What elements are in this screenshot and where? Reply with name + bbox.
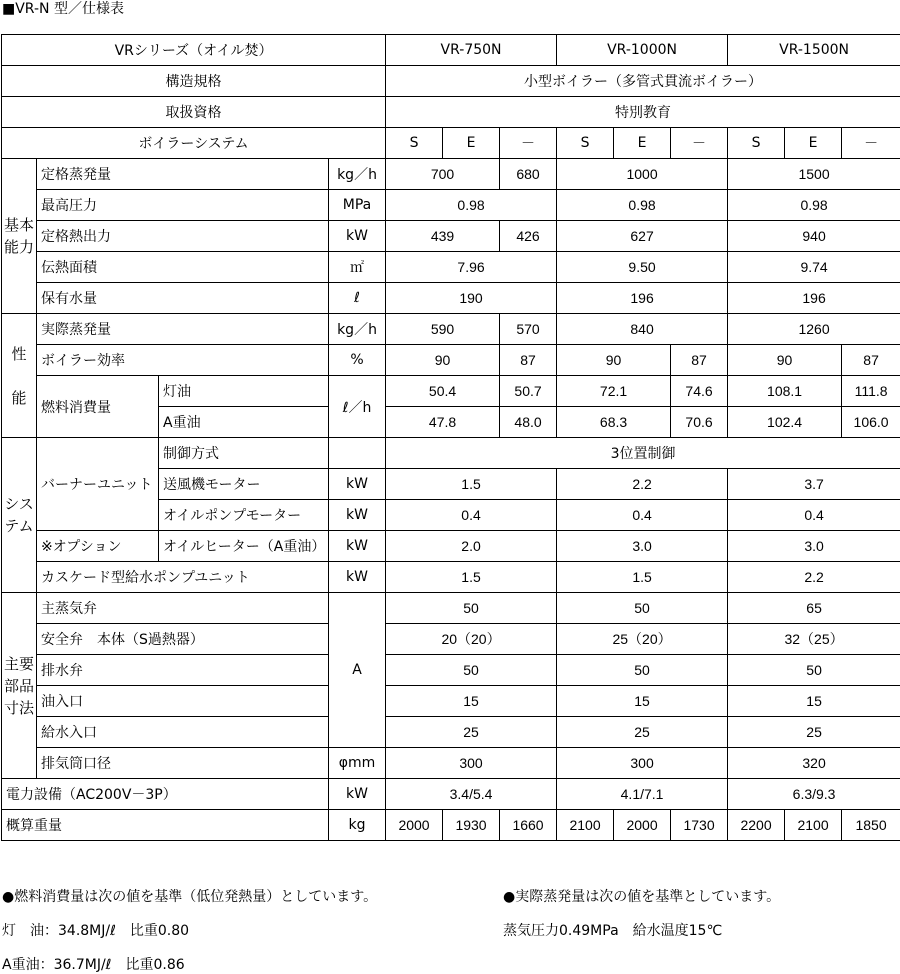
cell-value: 3.0 [728, 531, 900, 562]
cell-value: 25 [386, 717, 557, 748]
table-row [2, 283, 900, 314]
row-label: 制御方式 [159, 438, 329, 469]
row-label: オイルヒーター（A重油） [159, 531, 329, 562]
sub-label: A重油 [159, 407, 329, 438]
unit-cell: kW [329, 469, 386, 500]
table-row [2, 655, 900, 686]
cell-value: 50 [728, 655, 900, 686]
group-label-system: システム [2, 438, 37, 593]
table-row [2, 252, 900, 283]
cell-value: 特別教育 [386, 97, 900, 128]
cell-value: 小型ボイラー（多管式貫流ボイラー） [386, 66, 900, 97]
cell-value: 87 [671, 345, 728, 376]
cell-value: 0.98 [386, 190, 557, 221]
cell-value: 190 [386, 283, 557, 314]
cell-value: 50 [557, 593, 728, 624]
cell-value: 50.7 [500, 376, 557, 407]
option-label: ※オプション [37, 531, 159, 562]
row-label: 保有水量 [37, 283, 329, 314]
cell-value: 320 [728, 748, 900, 779]
cell-value: 3.7 [728, 469, 900, 500]
table-row [2, 562, 900, 593]
cell-value: 74.6 [671, 376, 728, 407]
cell-value: 439 [386, 221, 500, 252]
table-row [2, 531, 900, 562]
table-row [2, 345, 900, 376]
unit-cell [329, 438, 386, 469]
unit-cell: kg／h [329, 314, 386, 345]
cell-value: 627 [557, 221, 728, 252]
cell-value: 4.1/7.1 [557, 779, 728, 810]
cell-value: 1.5 [386, 469, 557, 500]
cell-value: 570 [500, 314, 557, 345]
cell-value: 15 [728, 686, 900, 717]
cell-value: 2000 [386, 810, 443, 841]
cell-value: 1.5 [386, 562, 557, 593]
unit-cell: kW [329, 531, 386, 562]
cell-value: 1660 [500, 810, 557, 841]
group-label-parts: 主要部品寸法 [2, 593, 37, 779]
cell-value: 25（20） [557, 624, 728, 655]
row-label: 実際蒸発量 [37, 314, 329, 345]
cell-value: 1.5 [557, 562, 728, 593]
cell-value: 6.3/9.3 [728, 779, 900, 810]
cell-value: 7.96 [386, 252, 557, 283]
note-fuel-basis: ●燃料消費量は次の値を基準（低位発熱量）としています。 [2, 886, 377, 906]
note-heavy-a: A重油：36.7MJ/ℓ 比重0.86 [2, 954, 185, 974]
cell-value: 0.4 [728, 500, 900, 531]
row-label: 定格熱出力 [37, 221, 329, 252]
cell-value: 2000 [614, 810, 671, 841]
cell-value: 2.2 [557, 469, 728, 500]
row-label: 安全弁 本体（S過熱器） [37, 624, 329, 655]
cell-value: 1000 [557, 159, 728, 190]
unit-cell: kW [329, 500, 386, 531]
table-row [2, 748, 900, 779]
cell-value: 196 [557, 283, 728, 314]
cell-value: 87 [500, 345, 557, 376]
row-label: 送風機モーター [159, 469, 329, 500]
row-label: 電力設備（AC200V－3P） [2, 779, 329, 810]
row-label: 定格蒸発量 [37, 159, 329, 190]
cell-value: 111.8 [842, 376, 900, 407]
cell-value: 426 [500, 221, 557, 252]
table-row [2, 779, 900, 810]
table-row [2, 438, 900, 469]
model-header: VR-1000N [557, 35, 728, 66]
row-label: 主蒸気弁 [37, 593, 329, 624]
row-label: ボイラーシステム [2, 128, 386, 159]
cell-value: 196 [728, 283, 900, 314]
cell-value: 90 [728, 345, 842, 376]
table-row [2, 66, 900, 97]
row-label: 給水入口 [37, 717, 329, 748]
cell-value: 72.1 [557, 376, 671, 407]
cell-value: 940 [728, 221, 900, 252]
unit-cell: kW [329, 779, 386, 810]
cell-value: 106.0 [842, 407, 900, 438]
cell-value: 9.50 [557, 252, 728, 283]
table-row [2, 128, 900, 159]
table-row [2, 593, 900, 624]
row-label: 燃料消費量 [37, 376, 159, 438]
row-label: 排水弁 [37, 655, 329, 686]
model-header: VR-1500N [728, 35, 900, 66]
cell-value: 840 [557, 314, 728, 345]
unit-cell: kW [329, 562, 386, 593]
spec-table [1, 34, 900, 841]
cell-value: 102.4 [728, 407, 842, 438]
cell-value: 15 [386, 686, 557, 717]
cell-value: 108.1 [728, 376, 842, 407]
cell-value: 25 [557, 717, 728, 748]
cell-value: 1260 [728, 314, 900, 345]
cell-value: E [614, 128, 671, 159]
unit-cell: kg／h [329, 159, 386, 190]
cell-value: 50 [386, 593, 557, 624]
table-row [2, 35, 900, 66]
table-row [2, 717, 900, 748]
cell-value: 87 [842, 345, 900, 376]
table-row [2, 376, 900, 407]
cell-value: 3.0 [557, 531, 728, 562]
series-header: VRシリーズ（オイル焚） [2, 35, 386, 66]
cell-value: S [728, 128, 785, 159]
cell-value: 15 [557, 686, 728, 717]
cell-value: 2.0 [386, 531, 557, 562]
sub-label: 灯油 [159, 376, 329, 407]
cell-value: S [386, 128, 443, 159]
unit-cell: kg [329, 810, 386, 841]
cell-value: 70.6 [671, 407, 728, 438]
cell-value: 2.2 [728, 562, 900, 593]
unit-cell: ℓ／h [329, 376, 386, 438]
cell-value: 32（25） [728, 624, 900, 655]
cell-value: 2100 [785, 810, 842, 841]
cell-value: 300 [386, 748, 557, 779]
cell-value: 90 [386, 345, 500, 376]
row-label: 概算重量 [2, 810, 329, 841]
cell-value: 90 [557, 345, 671, 376]
cell-value: 68.3 [557, 407, 671, 438]
note-kerosene: 灯 油：34.8MJ/ℓ 比重0.80 [2, 920, 189, 940]
cell-value: 0.98 [557, 190, 728, 221]
cell-value: 48.0 [500, 407, 557, 438]
row-label: 伝熱面積 [37, 252, 329, 283]
table-row [2, 190, 900, 221]
cell-value: 590 [386, 314, 500, 345]
cell-value: 700 [386, 159, 500, 190]
table-row [2, 159, 900, 190]
cell-value: － [842, 128, 900, 159]
cell-value: 2100 [557, 810, 614, 841]
unit-cell: ℓ [329, 283, 386, 314]
row-label: オイルポンプモーター [159, 500, 329, 531]
cell-value: 65 [728, 593, 900, 624]
cell-value: 50 [386, 655, 557, 686]
row-label: 排気筒口径 [37, 748, 329, 779]
cell-value: － [500, 128, 557, 159]
unit-cell: % [329, 345, 386, 376]
page-title: ■VR-N 型／仕様表 [2, 0, 124, 18]
group-label-performance-top: 性 [11, 345, 26, 363]
table-row [2, 221, 900, 252]
table-row [2, 624, 900, 655]
cell-value: 9.74 [728, 252, 900, 283]
row-label: ボイラー効率 [37, 345, 329, 376]
table-row [2, 314, 900, 345]
cell-value: S [557, 128, 614, 159]
cell-value: 0.98 [728, 190, 900, 221]
cell-value: 300 [557, 748, 728, 779]
model-header: VR-750N [386, 35, 557, 66]
group-label-performance-bottom: 能 [11, 389, 26, 407]
cell-value: 1930 [443, 810, 500, 841]
cell-value: 1850 [842, 810, 900, 841]
row-label: 油入口 [37, 686, 329, 717]
row-label: 最高圧力 [37, 190, 329, 221]
group-label-basic: 基本能力 [2, 159, 37, 314]
cell-value: E [785, 128, 842, 159]
cell-value: 0.4 [557, 500, 728, 531]
unit-cell: A [329, 593, 386, 748]
cell-value: 680 [500, 159, 557, 190]
note-steam-basis: ●実際蒸発量は次の値を基準としています。 [503, 886, 780, 906]
cell-value: 3位置制御 [386, 438, 900, 469]
cell-value: 1730 [671, 810, 728, 841]
cell-value: － [671, 128, 728, 159]
table-row [2, 810, 900, 841]
table-row [2, 686, 900, 717]
cell-value: 50.4 [386, 376, 500, 407]
unit-cell: φmm [329, 748, 386, 779]
cell-value: 0.4 [386, 500, 557, 531]
burner-label: バーナーユニット [37, 438, 159, 531]
table-row [2, 97, 900, 128]
unit-cell: kW [329, 221, 386, 252]
row-label: カスケード型給水ポンプユニット [37, 562, 329, 593]
row-label: 構造規格 [2, 66, 386, 97]
note-steam-conditions: 蒸気圧力0.49MPa 給水温度15℃ [503, 920, 722, 940]
group-label-performance [2, 314, 37, 438]
unit-cell: ㎡ [329, 252, 386, 283]
cell-value: E [443, 128, 500, 159]
cell-value: 20（20） [386, 624, 557, 655]
cell-value: 25 [728, 717, 900, 748]
cell-value: 1500 [728, 159, 900, 190]
cell-value: 3.4/5.4 [386, 779, 557, 810]
cell-value: 2200 [728, 810, 785, 841]
cell-value: 50 [557, 655, 728, 686]
row-label: 取扱資格 [2, 97, 386, 128]
cell-value: 47.8 [386, 407, 500, 438]
unit-cell: MPa [329, 190, 386, 221]
